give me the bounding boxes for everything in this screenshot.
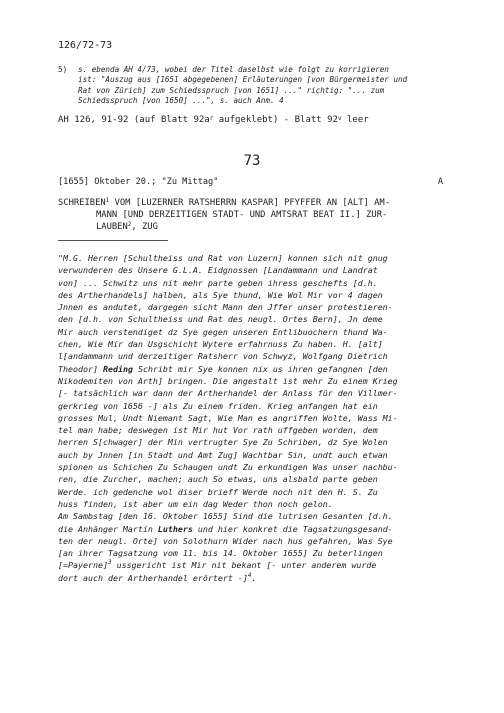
body-line: [an ihrer Tagsatzung vom 11. bis 14. Oktober 1655] Zu beterlingen bbox=[58, 548, 383, 559]
heading-part: LAUBEN bbox=[96, 222, 128, 232]
body-part: und hier konkret die Tagsatzungsgesand- bbox=[192, 523, 393, 534]
footnote-marker: 3 bbox=[107, 559, 112, 567]
body-part: Theodor] bbox=[58, 363, 103, 374]
heading-sup: 1 bbox=[105, 197, 110, 204]
heading-part: SCHREIBEN bbox=[58, 198, 106, 208]
body-line: herren S[chwager] der Min vertrugter Sye Zu Schriben, dz Sye Wolen bbox=[58, 437, 388, 448]
body-line: Werde. ich gedenche wol diser brieff Werde noch nit den H. S. Zu bbox=[58, 486, 378, 497]
body-line: den [d.h. von Schultheiss und Rat des neugl. Ortes Bern], Jn deme bbox=[58, 314, 383, 325]
heading-part: VOM [LUZERNER RATSHERRN KASPAR] PFYFFER AN [ALT] AM- bbox=[109, 198, 390, 208]
source-part: leer bbox=[341, 115, 369, 125]
body-line: des Artherhandels] halben, als Sye thund, Wie Wol Mir vor 4 dagen bbox=[58, 289, 383, 300]
body-part: dort auch der Artherhandel erörtert -] bbox=[58, 572, 248, 583]
heading-line bbox=[58, 197, 448, 209]
body-line: gerkrieg von 1656 -] als Zu einem friden. Krieg anfangen hat ein bbox=[58, 400, 378, 411]
source-part: AH 126, 91-92 (auf Blatt 92a bbox=[58, 115, 210, 125]
person-name-reding: Reding bbox=[102, 363, 133, 374]
document-number: 73 bbox=[243, 153, 261, 169]
body-line: Mir auch verstendiget dz Sye gegen unseren Entlibuochern thund Wa- bbox=[58, 326, 388, 337]
footnote-marker: 4 bbox=[247, 571, 252, 579]
footnote-line: ist: "Auszug aus [1651 abgegebenen] Erläuterungen [von Bürgermeister und bbox=[78, 75, 408, 85]
body-line: l[andammann und derzeitiger Ratsherr von Schwyz, Wolfgang Dietrich bbox=[58, 351, 388, 362]
source-sup: r bbox=[209, 115, 214, 122]
letter-body bbox=[58, 252, 453, 584]
heading-part: , ZUG bbox=[131, 222, 158, 232]
date-text: [1655] Oktober 20.; "Zu Mittag" bbox=[58, 177, 219, 187]
body-line: chen, Wie Mir dan Usgschicht Wytere erfahrnuss Zu haben. H. [alt] bbox=[58, 339, 383, 350]
heading-line bbox=[58, 221, 448, 233]
body-part: Schribt mir Sye konnen nix us ihren gefangnen [den bbox=[132, 363, 388, 374]
body-line: grosses Mul, Undt Niemant Sagt, Wie Man es angriffen Wolte, Wass Mi- bbox=[58, 412, 398, 423]
body-line bbox=[58, 572, 453, 584]
body-line: auch by Jnnen [in Stadt und Amt Zug] Wachtbar Sin, undt auch etwan bbox=[58, 449, 388, 460]
page-reference: 126/72-73 bbox=[58, 40, 113, 51]
body-line: spionen us Schichen Zu Schaugen undt Zu erkundigen Was unser nachbu- bbox=[58, 462, 398, 473]
body-line bbox=[58, 523, 453, 535]
body-part: ussgericht ist Mir nit bekant [- unter anderem wurde bbox=[111, 560, 377, 571]
footnote-number: 5) bbox=[58, 65, 68, 74]
body-line bbox=[58, 559, 453, 571]
body-line: ten der neugl. Orte] von Solothurn Wider nach hus gefahren, Was Sye bbox=[58, 535, 393, 546]
source-part: aufgeklebt) - Blatt 92 bbox=[213, 115, 338, 125]
document-heading bbox=[58, 197, 448, 233]
heading-line: MANN [UND DERZEITIGEN STADT- UND AMTSRAT BEAT II.] ZUR- bbox=[96, 210, 388, 220]
body-line: "M.G. Herren [Schultheiss und Rat von Luzern] konnen sich nit gnug bbox=[58, 253, 388, 263]
body-line: tel man habe; deswegen ist Mir hut Vor rath uffgeben worden, dem bbox=[58, 425, 378, 436]
body-line: ren, die Zurcher, machen; auch So etwas, uns alsbald parte geben bbox=[58, 474, 378, 485]
body-line bbox=[58, 363, 453, 375]
source-reference bbox=[58, 115, 369, 125]
body-line: [- tatsächlich war dann der Artherhandel der Anlass für den Villmer- bbox=[58, 388, 398, 399]
body-line: verwunderen des Unsere G.L.A. Eidgnossen [Landammann und Landrat bbox=[58, 265, 378, 276]
section-divider bbox=[58, 240, 168, 241]
body-line: Nikodemiten von Arth] bringen. Die angestalt ist mehr Zu einem Krieg bbox=[58, 375, 398, 386]
footnote-line: Rat von Zürich] zum Schiedsspruch [von 1651] ..." richtig: "... zum bbox=[78, 85, 385, 95]
body-line: von] ... Schwitz uns nit mehr parte geben ihress geschefts [d.h. bbox=[58, 277, 378, 288]
footnote-line: s. ebenda AH 4/73, wobei der Titel daselbst wie folgt zu korrigieren bbox=[78, 65, 389, 74]
body-part: die Anhänger Martin bbox=[58, 523, 158, 534]
body-part: . bbox=[251, 572, 257, 583]
body-line: Am Sambstag [den 16. Oktober 1655] Sind die lutrisen Gesanten [d.h. bbox=[58, 511, 393, 522]
body-part: [=Payerne] bbox=[58, 560, 108, 571]
body-line: Jnnen es andutet, dargegen sicht Mann den Jffer unser protestieren- bbox=[58, 302, 393, 313]
body-line: huss finden, ist aber um ein dag Weder thon noch gelon. bbox=[58, 498, 333, 509]
date-marker: A bbox=[437, 177, 443, 187]
source-sup: v bbox=[337, 115, 342, 122]
person-name-luthers: Luthers bbox=[157, 523, 193, 534]
heading-sup: 2 bbox=[127, 221, 132, 228]
date-line bbox=[58, 177, 443, 187]
footnote-line: Schiedsspruch [von 1650] ...", s. auch Anm. 4 bbox=[78, 96, 284, 106]
footnote-text bbox=[78, 65, 462, 107]
footnote bbox=[58, 65, 462, 107]
